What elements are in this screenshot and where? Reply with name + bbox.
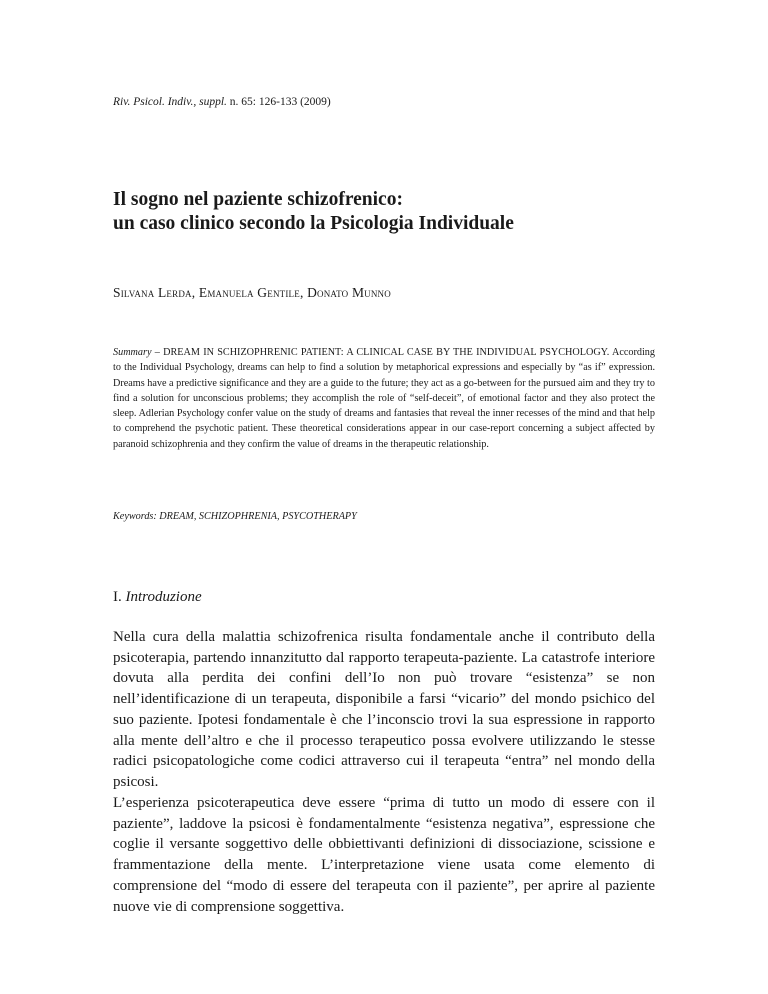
- summary-label: Summary: [113, 347, 152, 358]
- keywords: Keywords: DREAM, SCHIZOPHRENIA, PSYCOTHERAPY: [113, 511, 357, 522]
- summary-text: – DREAM IN SCHIZOPHRENIC PATIENT: A CLINICAL CASE BY THE INDIVIDUAL PSYCHOLOGY. According to the Individual Psychology, dreams can help to find a solution by metaphorical expressions and especially by “as if” expression. Dreams have a predictive significance and they are a guide to the future; they act as a go-between for the pursued aim and they try to find a solution for unconscious problems; they accomplish the role of “self-deceit”, of emotional factor and they also protect the sleep. Adlerian Psychology confer value on the study of dreams and fantasies that reveal the inner recesses of the mind and that help to comprehend the psychotic patient. These theoretical considerations appear in our case-report concerning a subject affected by paranoid schizophrenia and they confirm the value of dreams in the therapeutic relationship.: [113, 347, 655, 450]
- author-list: Silvana Lerda, Emanuela Gentile, Donato Munno: [113, 285, 391, 300]
- title-line-2: un caso clinico secondo la Psicologia Individuale: [113, 213, 514, 234]
- journal-name: Riv. Psicol. Indiv., suppl.: [113, 96, 227, 108]
- body-paragraph: L’esperienza psicoterapeutica deve essere “prima di tutto un modo di essere con il paziente”, laddove la psicosi è fondamentalmente “esistenza negativa”, espressione che coglie il versante soggettivo delle obbiettivanti definizioni di dissociazione, scissione e frammentazione della mente. L’interpretazione viene usata come elemento di comprensione del “modo di essere del terapeuta con il paziente”, per aprire al paziente nuove vie di comprensione soggettiva.: [113, 795, 655, 915]
- section-number: I.: [113, 589, 126, 605]
- section-title: Introduzione: [125, 589, 202, 605]
- paper-title: [113, 188, 673, 236]
- abstract-summary: [113, 345, 655, 452]
- journal-citation: [113, 96, 331, 108]
- section-heading: [113, 589, 202, 606]
- title-line-1: Il sogno nel paziente schizofrenico:: [113, 189, 403, 210]
- body-paragraph: Nella cura della malattia schizofrenica risulta fondamentale anche il contributo della psicoterapia, partendo innanzitutto dal rapporto terapeuta-paziente. La catastrofe interiore dovuta alla perdita dei confini dell’Io non può trovare “esistenza” se non nell’identificazione di un terapeuta, disponibile a farsi “vicario” del mondo psichico del suo paziente. Ipotesi fondamentale è che l’inconscio trovi la sua espressione in rapporto alla mente dell’altro e che il processo terapeutico possa evolvere utilizzando le stesse radici psicopatologiche come codici attraverso cui il terapeuta “entra” nel mondo della psicosi.: [113, 629, 655, 790]
- citation-details: n. 65: 126-133 (2009): [226, 96, 331, 108]
